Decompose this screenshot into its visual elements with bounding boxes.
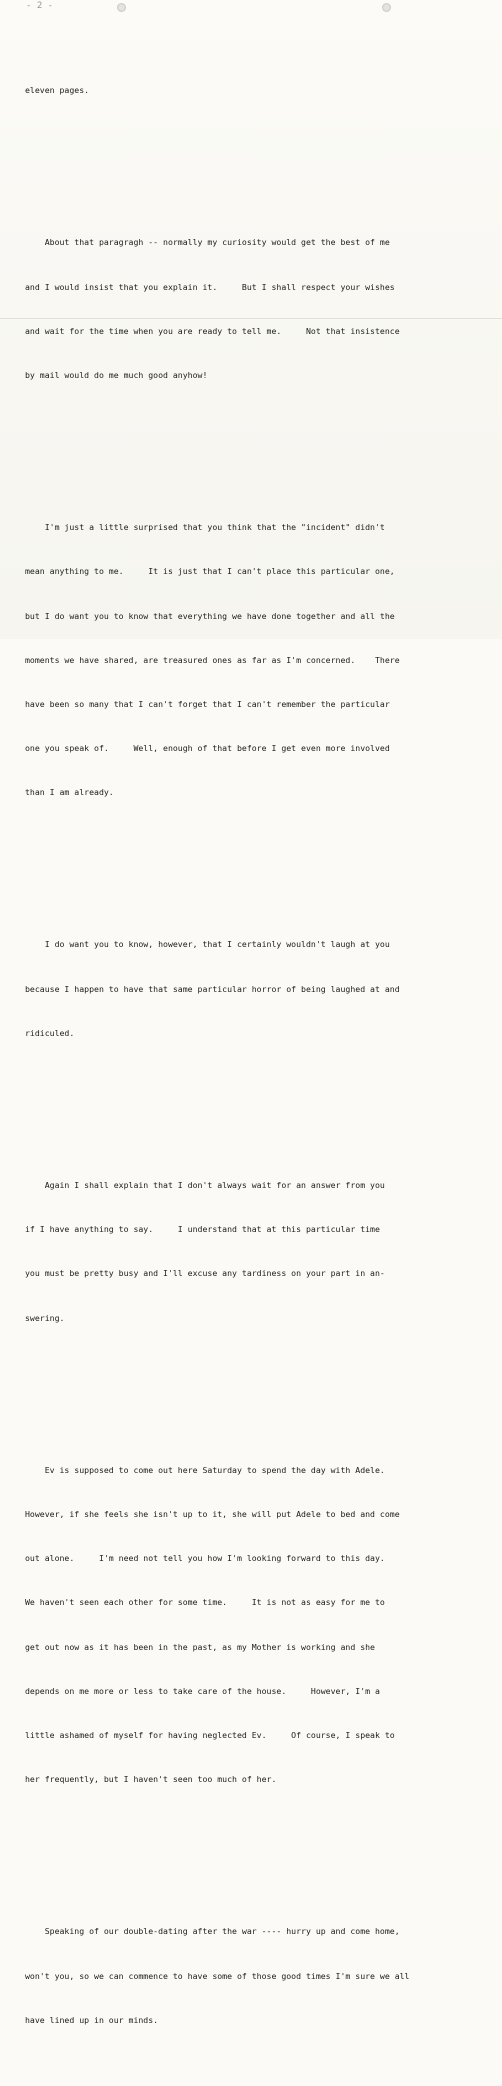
text-line: ridiculed. [25, 1027, 75, 1038]
paragraph-5 [25, 1149, 495, 1355]
text-line: I do want you to know, however, that I certainly wouldn't laugh at you [25, 939, 390, 950]
text-line: About that paragragh -- normally my curiosity would get the best of me [25, 237, 390, 248]
punch-hole-right [382, 3, 391, 12]
text-line: and wait for the time when you are ready to tell me. Not that insistence [25, 325, 400, 336]
text-line: won't you, so we can commence to have some of those good times I'm sure we all [25, 1970, 410, 1981]
letter-body [25, 24, 495, 2086]
text-line: mean anything to me. It is just that I can't place this particular one, [25, 566, 395, 577]
text-line: I'm just a little surprised that you think that the "incident" didn't [25, 522, 385, 533]
paragraph-6 [25, 1434, 495, 1816]
text-line: and I would insist that you explain it. But I shall respect your wishes [25, 281, 395, 292]
page-number: - 2 - [26, 1, 54, 11]
text-line: moments we have shared, are treasured ones as far as I'm concerned. There [25, 654, 400, 665]
text-line: Speaking of our double-dating after the war ---- hurry up and come home, [25, 1926, 400, 1937]
paragraph-1 [25, 53, 495, 127]
text-line: than I am already. [25, 786, 114, 797]
text-line: because I happen to have that same particular horror of being laughed at and [25, 983, 400, 994]
paragraph-3 [25, 491, 495, 829]
paragraph-4 [25, 908, 495, 1070]
text-line: Ev is supposed to come out here Saturday to spend the day with Adele. [25, 1465, 385, 1476]
text-line: have lined up in our minds. [25, 2014, 159, 2025]
text-line: one you speak of. Well, enough of that before I get even more involved [25, 742, 390, 753]
text-line: Again I shall explain that I don't always wait for an answer from you [25, 1180, 385, 1191]
text-line: have been so many that I can't forget that I can't remember the particular [25, 698, 390, 709]
paragraph-7 [25, 1895, 495, 2057]
text-line: We haven't seen each other for some time. It is not as easy for me to [25, 1597, 385, 1608]
text-line: swering. [25, 1312, 65, 1323]
text-line: depends on me more or less to take care of the house. However, I'm a [25, 1685, 380, 1696]
text-line: by mail would do me much good anyhow! [25, 369, 208, 380]
text-line: eleven pages. [25, 84, 90, 95]
text-line: However, if she feels she isn't up to it, she will put Adele to bed and come [25, 1509, 400, 1520]
text-line: out alone. I'm need not tell you how I'm looking forward to this day. [25, 1553, 385, 1564]
text-line: if I have anything to say. I understand that at this particular time [25, 1224, 380, 1235]
punch-hole-left [117, 3, 126, 12]
text-line: but I do want you to know that everything we have done together and all the [25, 610, 395, 621]
text-line: get out now as it has been in the past, as my Mother is working and she [25, 1641, 375, 1652]
text-line: her frequently, but I haven't seen too much of her. [25, 1773, 277, 1784]
text-line: little ashamed of myself for having neglected Ev. Of course, I speak to [25, 1729, 395, 1740]
paragraph-2 [25, 206, 495, 412]
text-line: you must be pretty busy and I'll excuse any tardiness on your part in an- [25, 1268, 385, 1279]
